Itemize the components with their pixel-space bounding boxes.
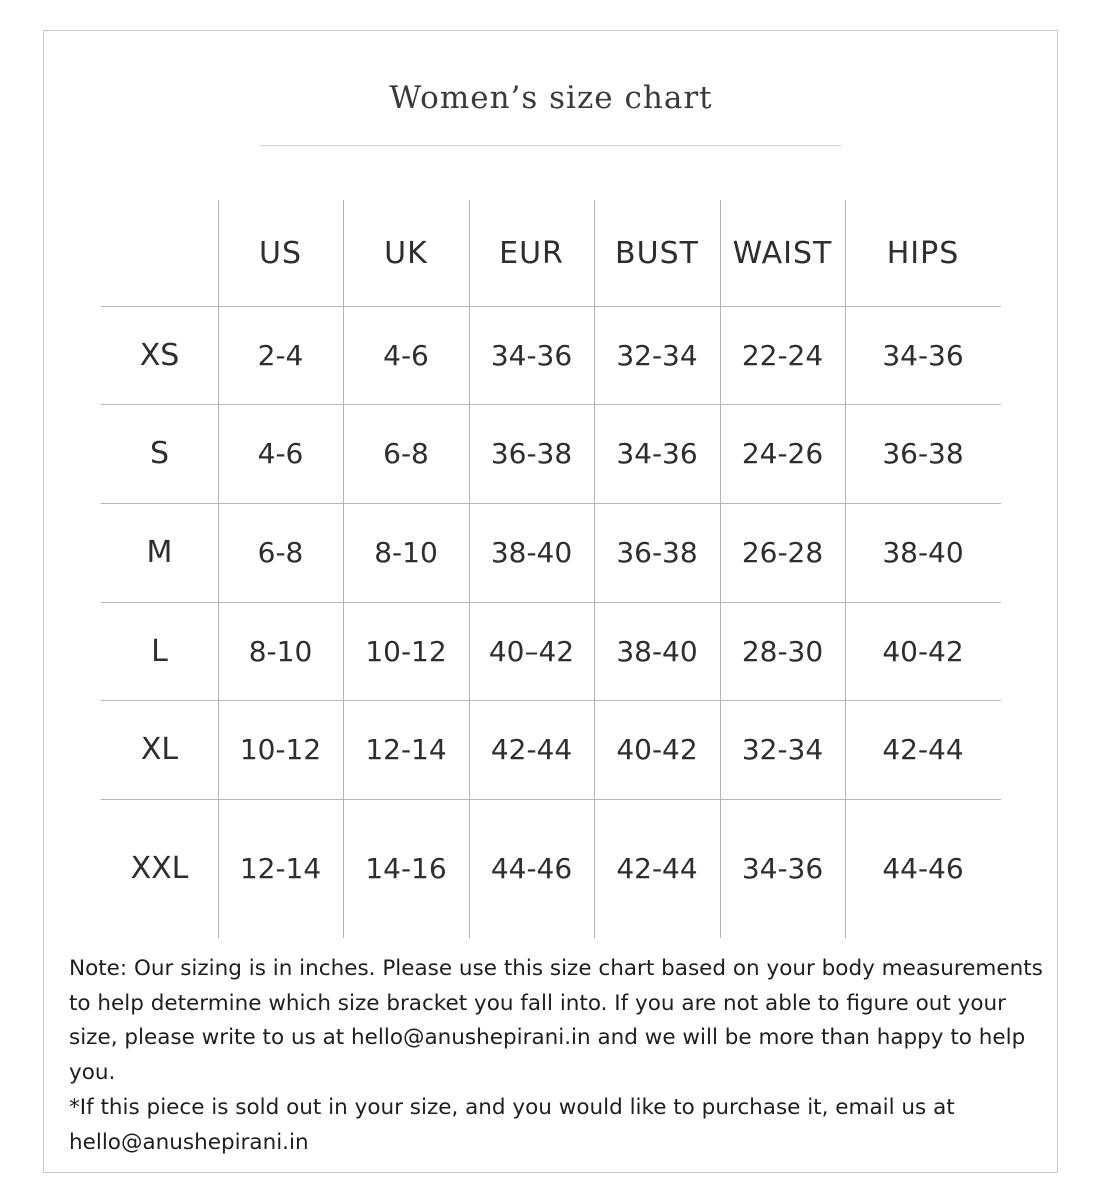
table-cell: 24-26 [741,437,824,470]
table-cell: 34-36 [741,852,824,885]
table-cell: 12-14 [365,733,447,766]
column-header-hips: HIPS [886,235,960,271]
table-cell: 4-6 [383,338,429,372]
table-cell: 8-10 [248,634,313,668]
table-cell: 38-40 [490,536,573,569]
table-cell: 36-38 [882,437,964,470]
row-label-s: S [149,436,170,471]
table-cell: 34-36 [616,437,698,470]
title-divider [260,145,841,146]
row-label-xxl: XXL [130,851,189,886]
table-cell: 34-36 [882,338,964,372]
table-cell: 4-6 [257,437,304,470]
table-cell: 34-36 [490,338,573,372]
table-cell: 26-28 [741,536,824,569]
row-label-xl: XL [140,732,179,767]
size-chart-table [101,200,1001,938]
row-label-m: M [146,535,173,570]
table-cell: 40-42 [882,634,964,668]
page-title: Women’s size chart [389,80,713,116]
table-cell: 12-14 [239,852,322,885]
table-cell: 44-46 [882,852,964,885]
table-cell: 38-40 [616,634,698,668]
column-header-us: US [258,235,302,271]
table-cell: 32-34 [616,338,698,372]
table-cell: 22-24 [741,338,824,372]
sizing-note-text: Note: Our sizing is in inches. Please use this size chart based on your body measurements to help determine which size bracket you fall into. If you are not able to figure out your size, please write to us at hello@anushepirani.in and we will be more than happy to help you. [69,956,1043,1086]
table-cell: 6-8 [383,437,429,470]
table-cell: 14-16 [365,852,447,885]
table-cell: 2-4 [257,338,304,372]
table-cell: 10-12 [365,634,447,668]
column-header-uk: UK [384,235,428,271]
table-cell: 6-8 [257,536,304,569]
table-cell: 32-34 [741,733,824,766]
table-cell: 10-12 [239,733,322,766]
table-cell: 40–42 [488,634,575,668]
column-header-bust: BUST [615,235,699,271]
table-cell: 44-46 [490,852,573,885]
row-label-xs: XS [139,337,180,373]
row-label-l: L [151,633,168,669]
sizing-note [69,952,1044,1160]
table-cell: 42-44 [882,733,964,766]
table-cell: 28-30 [741,634,824,668]
table-cell: 8-10 [374,536,438,569]
table-cell: 36-38 [490,437,573,470]
column-header-eur: EUR [499,235,564,271]
table-cell: 40-42 [616,733,698,766]
table-cell: 42-44 [490,733,573,766]
table-cell: 42-44 [616,852,698,885]
column-header-waist: WAIST [732,235,833,271]
sold-out-note-text: *If this piece is sold out in your size, and you would like to purchase it, email us at hello@anushepirani.in [69,1094,955,1155]
table-cell: 38-40 [882,536,964,569]
table-cell: 36-38 [616,536,698,569]
